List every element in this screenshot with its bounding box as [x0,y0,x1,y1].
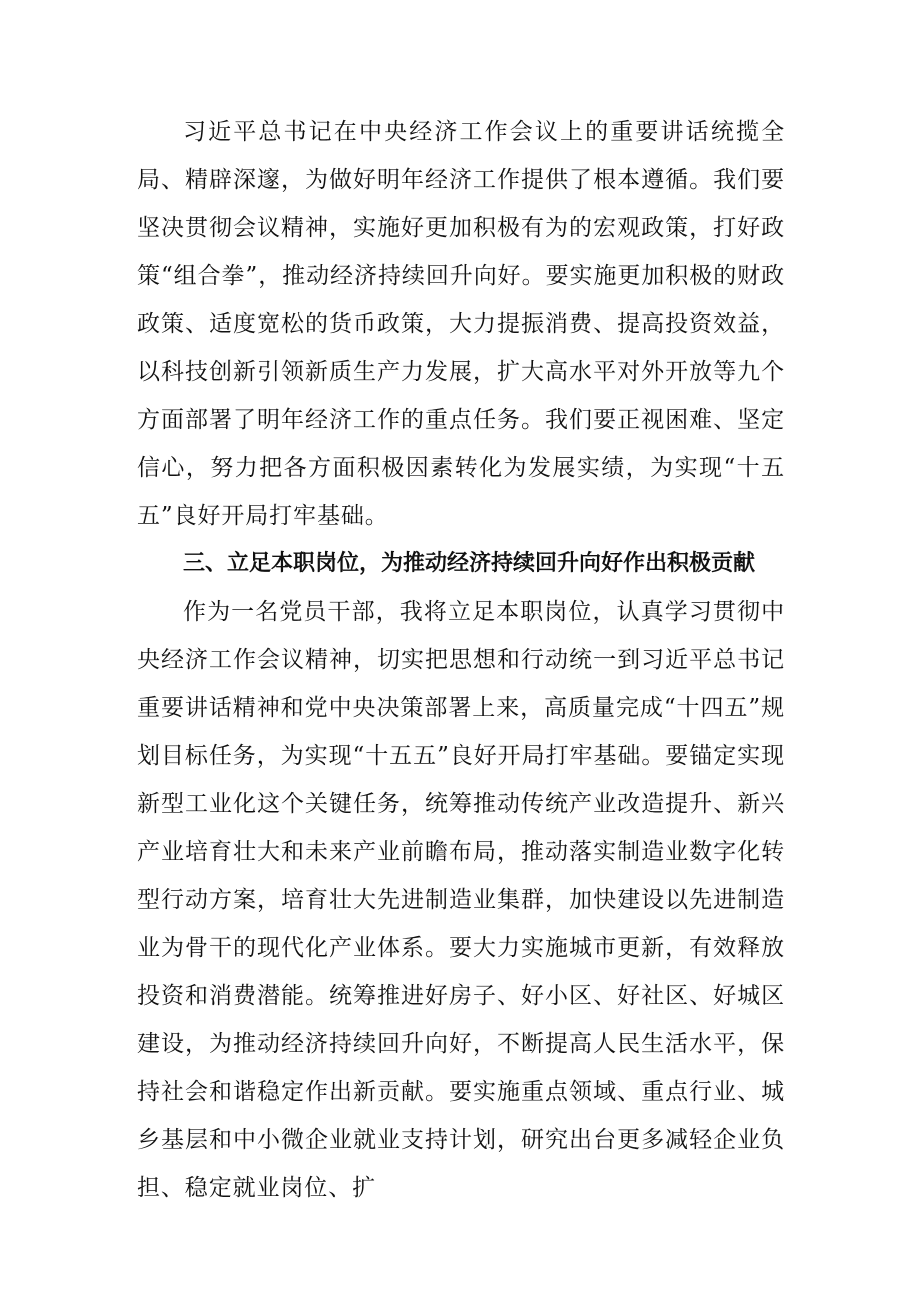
body-paragraph-2: 作为一名党员干部，我将立足本职岗位，认真学习贯彻中央经济工作会议精神，切实把思想和行动统一到习近平总书记重要讲话精神和党中央决策部署上来，高质量完成“十四五”规划目标任务，为实现“十五五”良好开局打牢基础。要锚定实现新型工业化这个关键任务，统筹推动传统产业改造提升、新兴产业培育壮大和未来产业前瞻布局，推动落实制造业数字化转型行动方案，培育壮大先进制造业集群，加快建设以先进制造业为骨干的现代化产业体系。要大力实施城市更新，有效释放投资和消费潜能。统筹推进好房子、好小区、好社区、好城区建设，为推动经济持续回升向好，不断提高人民生活水平，保持社会和谐稳定作出新贡献。要实施重点领域、重点行业、城乡基层和中小微企业就业支持计划，研究出台更多减轻企业负担、稳定就业岗位、扩 [137,599,785,1201]
document-body [137,108,785,1212]
section-heading-3: 三、立足本职岗位，为推动经济持续回升向好作出积极贡献 [183,551,756,576]
body-paragraph-1: 习近平总书记在中央经济工作会议上的重要讲话统揽全局、精辟深邃，为做好明年经济工作提供了根本遵循。我们要坚决贯彻会议精神，实施好更加积极有为的宏观政策，打好政策“组合拳”，推动经济持续回升向好。要实施更加积极的财政政策、适度宽松的货币政策，大力提振消费、提高投资效益，以科技创新引领新质生产力发展，扩大高水平对外开放等九个方面部署了明年经济工作的重点任务。我们要正视困难、坚定信心，努力把各方面积极因素转化为发展实绩，为实现“十五五”良好开局打牢基础。 [137,119,785,529]
